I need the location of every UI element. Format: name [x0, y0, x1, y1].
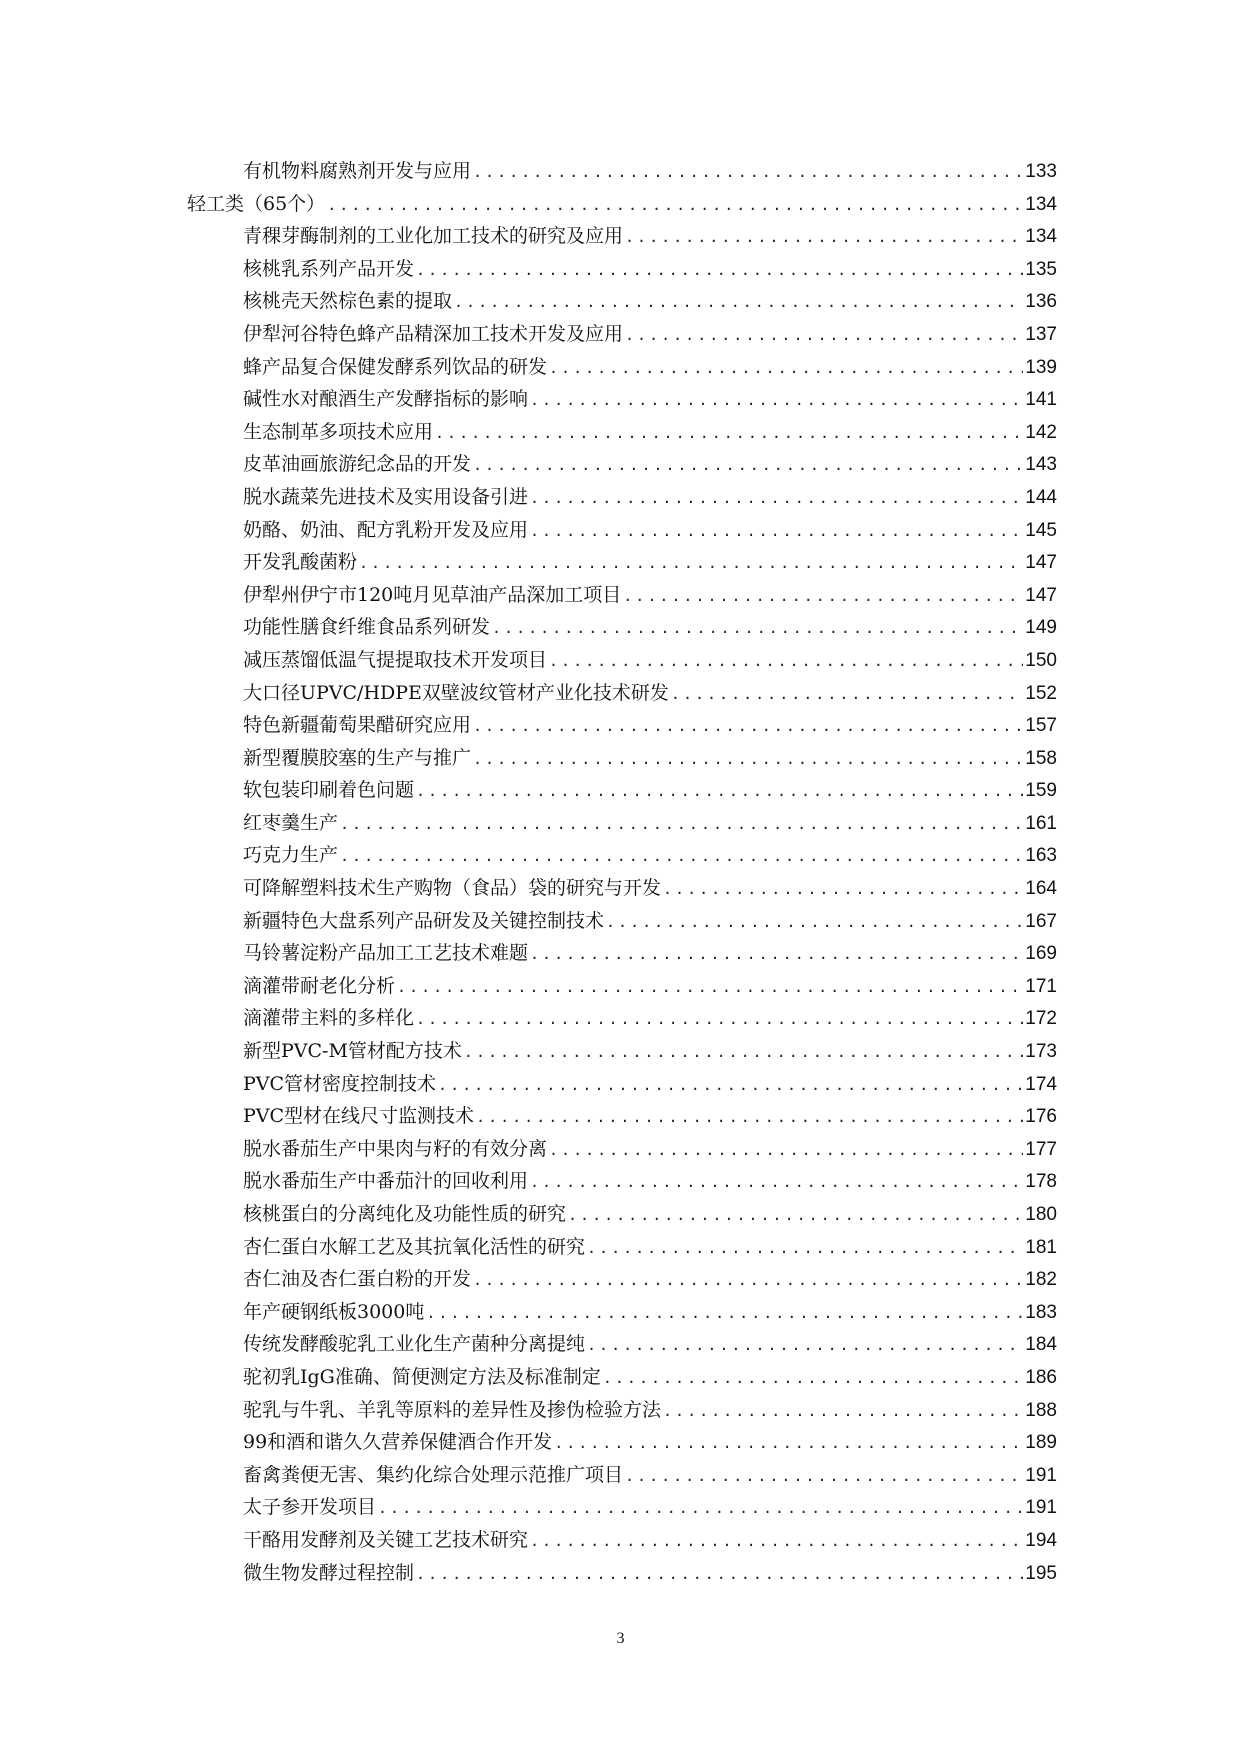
- toc-entry[interactable]: [187, 253, 1057, 286]
- toc-dot-leader: [530, 1166, 1023, 1198]
- toc-dot-leader: [454, 286, 1023, 318]
- toc-dot-leader: [606, 906, 1023, 938]
- toc-entry-page: 161: [1025, 812, 1057, 834]
- toc-entry[interactable]: [187, 285, 1057, 318]
- toc-dot-leader: [416, 1558, 1023, 1590]
- toc-entry-title: 滴灌带耐老化分析: [243, 974, 396, 997]
- toc-entry-title: 皮革油画旅游纪念品的开发: [243, 453, 472, 476]
- toc-entry-title: 新型PVC-M管材配方技术: [243, 1040, 462, 1063]
- toc-entry[interactable]: [187, 220, 1057, 253]
- toc-dot-leader: [530, 384, 1023, 416]
- toc-dot-leader: [603, 1362, 1023, 1394]
- toc-entry-page: 157: [1025, 715, 1057, 737]
- toc-dot-leader: [473, 156, 1023, 188]
- toc-entry-page: 143: [1025, 454, 1057, 476]
- toc-entry[interactable]: [187, 514, 1057, 547]
- toc-entry-title: 生态制革多项技术应用: [243, 420, 434, 443]
- toc-dot-leader: [530, 482, 1023, 514]
- toc-dot-leader: [549, 1134, 1023, 1166]
- toc-entry-page: 195: [1025, 1562, 1057, 1584]
- toc-dot-leader: [549, 352, 1023, 384]
- toc-dot-leader: [473, 710, 1023, 742]
- toc-entry-title: 杏仁蛋白水解工艺及其抗氧化活性的研究: [243, 1235, 586, 1258]
- toc-dot-leader: [416, 775, 1023, 807]
- toc-entry-page: 139: [1025, 356, 1057, 378]
- toc-entry[interactable]: [187, 905, 1057, 938]
- toc-entry-title: 可降解塑料技术生产购物（食品）袋的研究与开发: [243, 877, 662, 900]
- toc-entry-page: 150: [1025, 649, 1057, 671]
- toc-entry-title: 开发乳酸菌粉: [243, 551, 358, 574]
- toc-entry-title: 马铃薯淀粉产品加工工艺技术难题: [243, 942, 529, 965]
- toc-entry-page: 152: [1025, 682, 1057, 704]
- toc-dot-leader: [568, 1199, 1023, 1231]
- toc-entry-page: 167: [1025, 910, 1057, 932]
- toc-entry[interactable]: [187, 1198, 1057, 1231]
- toc-entry-title: 软包装印刷着色问题: [243, 779, 415, 802]
- toc-entry-page: 191: [1025, 1464, 1057, 1486]
- toc-entry[interactable]: [187, 1100, 1057, 1133]
- toc-entry[interactable]: [187, 1459, 1057, 1492]
- toc-entry-title: 伊犁河谷特色蜂产品精深加工技术开发及应用: [243, 322, 624, 345]
- toc-dot-leader: [625, 221, 1023, 253]
- toc-dot-leader: [473, 1264, 1023, 1296]
- toc-dot-leader: [397, 971, 1023, 1003]
- toc-entry[interactable]: [187, 1165, 1057, 1198]
- toc-dot-leader: [378, 1492, 1023, 1524]
- toc-entry[interactable]: [187, 970, 1057, 1003]
- toc-entry-title: 驼乳与牛乳、羊乳等原料的差异性及掺伪检验方法: [243, 1398, 662, 1421]
- toc-dot-leader: [623, 580, 1023, 612]
- toc-entry-page: 133: [1025, 161, 1057, 182]
- toc-entry[interactable]: [187, 1491, 1057, 1524]
- toc-entry-title: 驼初乳IgG准确、简便测定方法及标准制定: [243, 1365, 601, 1388]
- toc-entry-title: 红枣羹生产: [243, 811, 339, 834]
- toc-entry[interactable]: [187, 774, 1057, 807]
- toc-dot-leader: [549, 645, 1023, 677]
- toc-entry-page: 186: [1025, 1366, 1057, 1388]
- toc-dot-leader: [663, 873, 1023, 905]
- toc-entry[interactable]: [187, 677, 1057, 710]
- toc-dot-leader: [416, 254, 1023, 286]
- toc-entry-title: 有机物料腐熟剂开发与应用: [243, 160, 472, 182]
- toc-entry-title: 太子参开发项目: [243, 1496, 377, 1519]
- toc-entry-title: 轻工类（65个）: [187, 192, 326, 215]
- toc-entry[interactable]: [187, 188, 1057, 221]
- toc-entry-title: 减压蒸馏低温气提提取技术开发项目: [243, 648, 548, 671]
- toc-entry[interactable]: [187, 1231, 1057, 1264]
- toc-entry[interactable]: [187, 579, 1057, 612]
- toc-dot-leader: [359, 547, 1023, 579]
- toc-dot-leader: [438, 1069, 1023, 1101]
- toc-dot-leader: [530, 1525, 1023, 1557]
- toc-entry-title: 新疆特色大盘系列产品研发及关键控制技术: [243, 909, 605, 932]
- toc-entry-page: 173: [1025, 1041, 1057, 1063]
- toc-entry[interactable]: [187, 1328, 1057, 1361]
- toc-entry-page: 159: [1025, 780, 1057, 802]
- toc-dot-leader: [492, 612, 1023, 644]
- toc-entry-title: 年产硬钢纸板3000吨: [243, 1300, 425, 1323]
- toc-dot-leader: [340, 808, 1023, 840]
- toc-entry-page: 147: [1025, 584, 1057, 606]
- toc-entry-title: 大口径UPVC/HDPE双壁波纹管材产业化技术研发: [243, 681, 669, 704]
- toc-dot-leader: [530, 515, 1023, 547]
- toc-entry[interactable]: [187, 1133, 1057, 1166]
- toc-entry-page: 169: [1025, 943, 1057, 965]
- toc-dot-leader: [587, 1232, 1023, 1264]
- toc-entry-page: 137: [1025, 323, 1057, 345]
- toc-entry-page: 142: [1025, 421, 1057, 443]
- toc-entry-title: 脱水番茄生产中果肉与籽的有效分离: [243, 1137, 548, 1160]
- toc-entry-title: 滴灌带主料的多样化: [243, 1007, 415, 1030]
- toc-entry-title: PVC型材在线尺寸监测技术: [243, 1105, 475, 1128]
- toc-entry-page: 135: [1025, 258, 1057, 280]
- toc-entry-title: 微生物发酵过程控制: [243, 1561, 415, 1584]
- toc-entry-title: 核桃蛋白的分离纯化及功能性质的研究: [243, 1203, 567, 1225]
- toc-entry-page: 163: [1025, 845, 1057, 867]
- toc-dot-leader: [625, 319, 1023, 351]
- toc-entry-page: 191: [1025, 1497, 1057, 1519]
- toc-entry[interactable]: [187, 742, 1057, 775]
- toc-entry[interactable]: [187, 1557, 1057, 1590]
- toc-entry-page: 134: [1025, 193, 1057, 215]
- toc-entry-page: 144: [1025, 486, 1057, 508]
- toc-dot-leader: [473, 449, 1023, 481]
- toc-entry-page: 149: [1025, 617, 1057, 639]
- toc-entry-page: 136: [1025, 291, 1057, 313]
- toc-entry-page: 188: [1025, 1399, 1057, 1421]
- toc-entry-page: 194: [1025, 1529, 1057, 1551]
- toc-entry-page: 177: [1025, 1138, 1057, 1160]
- toc-entry[interactable]: [187, 937, 1057, 970]
- toc-entry-page: 184: [1025, 1334, 1057, 1356]
- toc-entry-title: 碱性水对酿酒生产发酵指标的影响: [243, 388, 529, 411]
- toc-dot-leader: [416, 1003, 1023, 1035]
- toc-entry[interactable]: [187, 872, 1057, 905]
- toc-entry[interactable]: [187, 155, 1057, 188]
- toc-entry[interactable]: [187, 1394, 1057, 1427]
- toc-dot-leader: [625, 1460, 1023, 1492]
- toc-entry[interactable]: [187, 1002, 1057, 1035]
- page-number: 3: [616, 1630, 625, 1647]
- toc-entry[interactable]: [187, 1068, 1057, 1101]
- toc-entry[interactable]: [187, 709, 1057, 742]
- toc-entry-title: 脱水番茄生产中番茄汁的回收利用: [243, 1170, 529, 1193]
- toc-entry-page: 134: [1025, 226, 1057, 248]
- toc-entry[interactable]: [187, 807, 1057, 840]
- toc-dot-leader: [663, 1395, 1023, 1427]
- toc-entry[interactable]: [187, 318, 1057, 351]
- toc-entry[interactable]: [187, 351, 1057, 384]
- toc-entry-title: 核桃乳系列产品开发: [243, 257, 415, 280]
- toc-entry-title: 核桃壳天然棕色素的提取: [243, 290, 453, 313]
- toc-entry[interactable]: [187, 546, 1057, 579]
- toc-entry-page: 158: [1025, 747, 1057, 769]
- toc-entry-page: 172: [1025, 1008, 1057, 1030]
- toc-entry-title: PVC管材密度控制技术: [243, 1072, 437, 1095]
- toc-entry-title: 新型覆膜胶塞的生产与推广: [243, 746, 472, 769]
- toc-entry-title: 伊犁州伊宁市120吨月见草油产品深加工项目: [243, 583, 622, 606]
- toc-entry-page: 176: [1025, 1106, 1057, 1128]
- toc-entry-title: 巧克力生产: [243, 844, 339, 867]
- toc-entry-title: 蜂产品复合保健发酵系列饮品的研发: [243, 355, 548, 378]
- toc-dot-leader: [473, 743, 1023, 775]
- toc-entry-title: 传统发酵酸驼乳工业化生产菌种分离提纯: [243, 1333, 586, 1356]
- toc-entry-page: 174: [1025, 1073, 1057, 1095]
- toc-entry-title: 杏仁油及杏仁蛋白粉的开发: [243, 1268, 472, 1291]
- toc-entry-page: 180: [1025, 1204, 1057, 1225]
- toc-entry[interactable]: [187, 1263, 1057, 1296]
- toc-dot-leader: [327, 189, 1023, 221]
- toc-entry[interactable]: [187, 481, 1057, 514]
- toc-entry-title: 功能性膳食纤维食品系列研发: [243, 616, 491, 639]
- toc-entry[interactable]: [187, 1361, 1057, 1394]
- toc-entry-title: 特色新疆葡萄果醋研究应用: [243, 714, 472, 737]
- toc-entry-page: 178: [1025, 1171, 1057, 1193]
- toc-entry-title: 青稞芽酶制剂的工业化加工技术的研究及应用: [243, 225, 624, 248]
- toc-dot-leader: [435, 417, 1023, 449]
- toc-entry-page: 189: [1025, 1432, 1057, 1454]
- toc-entry[interactable]: [187, 383, 1057, 416]
- toc-entry-title: 干酪用发酵剂及关键工艺技术研究: [243, 1528, 529, 1551]
- toc-entry[interactable]: [187, 416, 1057, 449]
- toc-dot-leader: [587, 1329, 1023, 1361]
- toc-entry-page: 183: [1025, 1301, 1057, 1323]
- toc-entry-page: 164: [1025, 878, 1057, 900]
- toc-dot-leader: [671, 678, 1023, 710]
- toc-entry-title: 99和酒和谐久久营养保健酒合作开发: [243, 1431, 553, 1454]
- toc-entry[interactable]: [187, 1296, 1057, 1329]
- toc-entry-title: 脱水蔬菜先进技术及实用设备引进: [243, 485, 529, 508]
- toc-entry[interactable]: [187, 1035, 1057, 1068]
- toc-entry-page: 141: [1025, 389, 1057, 411]
- toc-entry-page: 147: [1025, 552, 1057, 574]
- toc-dot-leader: [464, 1036, 1023, 1068]
- toc-entry-title: 畜禽粪便无害、集约化综合处理示范推广项目: [243, 1463, 624, 1486]
- toc-dot-leader: [554, 1427, 1023, 1459]
- toc-entry-page: 145: [1025, 519, 1057, 541]
- toc-entry[interactable]: [187, 1524, 1057, 1557]
- toc-entry[interactable]: [187, 1426, 1057, 1459]
- toc-entry-page: 171: [1025, 975, 1057, 997]
- toc-entry-page: 182: [1025, 1269, 1057, 1291]
- toc-entry-title: 奶酪、奶油、配方乳粉开发及应用: [243, 518, 529, 541]
- toc-entry[interactable]: [187, 448, 1057, 481]
- toc-entry-page: 181: [1025, 1236, 1057, 1258]
- toc-entry[interactable]: [187, 644, 1057, 677]
- toc-entry[interactable]: [187, 611, 1057, 644]
- toc-dot-leader: [426, 1297, 1023, 1329]
- toc-dot-leader: [530, 938, 1023, 970]
- toc-dot-leader: [476, 1101, 1023, 1133]
- toc-entry[interactable]: [187, 839, 1057, 872]
- toc-dot-leader: [340, 840, 1023, 872]
- table-of-contents: [187, 155, 1057, 1589]
